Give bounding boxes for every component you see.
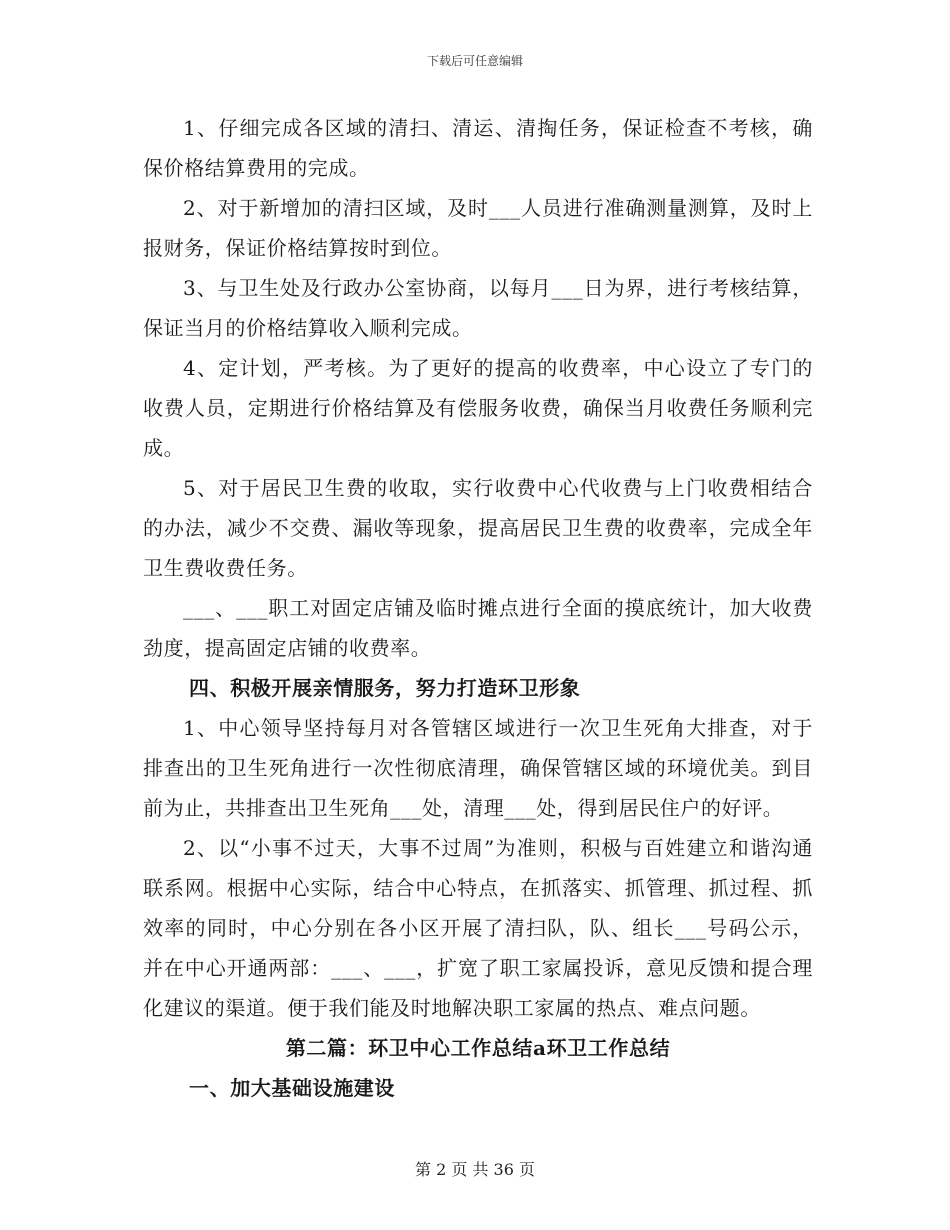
section-heading-4: 四、积极开展亲情服务，努力打造环卫形象 [189,676,581,700]
section-heading-1: 一、加大基础设施建设 [189,1076,395,1100]
chapter-title: 第二篇：环卫中心工作总结a环卫工作总结 [285,1036,671,1060]
paragraph-item-3: 3、与卫生处及行政办公室协商，以每月___日为界，进行考核结算，保证当月的价格结算收入顺利完成。 [143,276,813,340]
paragraph-item-1: 1、仔细完成各区域的清扫、清运、清掏任务，保证检查不考核，确保价格结算费用的完成。 [143,116,813,180]
paragraph-service-1: 1、中心领导坚持每月对各管辖区域进行一次卫生死角大排查，对于排查出的卫生死角进行一次性彻底清理，确保管辖区域的环境优美。到目前为止，共排查出卫生死角___处，清理___处，得到居民住户的好评。 [143,716,813,820]
document-body [143,108,813,1108]
paragraph-service-2: 2、以“小事不过天，大事不过周”为准则，积极与百姓建立和谐沟通联系网。根据中心实际，结合中心特点，在抓落实、抓管理、抓过程、抓效率的同时，中心分别在各小区开展了清扫队，队、组长___号码公示，并在中心开通两部：___、___，扩宽了职工家属投诉，意见反馈和提合理化建议的渠道。便于我们能及时地解决职工家属的热点、难点问题。 [143,836,813,1020]
page-footer: 第 2 页 共 36 页 [415,1160,535,1179]
paragraph-item-5: 5、对于居民卫生费的收取，实行收费中心代收费与上门收费相结合的办法，减少不交费、漏收等现象，提高居民卫生费的收费率，完成全年卫生费收费任务。 [143,476,813,580]
paragraph-item-4: 4、定计划，严考核。为了更好的提高的收费率，中心设立了专门的收费人员，定期进行价格结算及有偿服务收费，确保当月收费任务顺利完成。 [143,356,813,460]
paragraph-item-2: 2、对于新增加的清扫区域，及时___人员进行准确测量测算，及时上报财务，保证价格结算按时到位。 [143,196,813,260]
paragraph-item-6: ___、___职工对固定店铺及临时摊点进行全面的摸底统计，加大收费劲度，提高固定店铺的收费率。 [143,596,813,660]
page-header: 下载后可任意编辑 [426,54,523,68]
